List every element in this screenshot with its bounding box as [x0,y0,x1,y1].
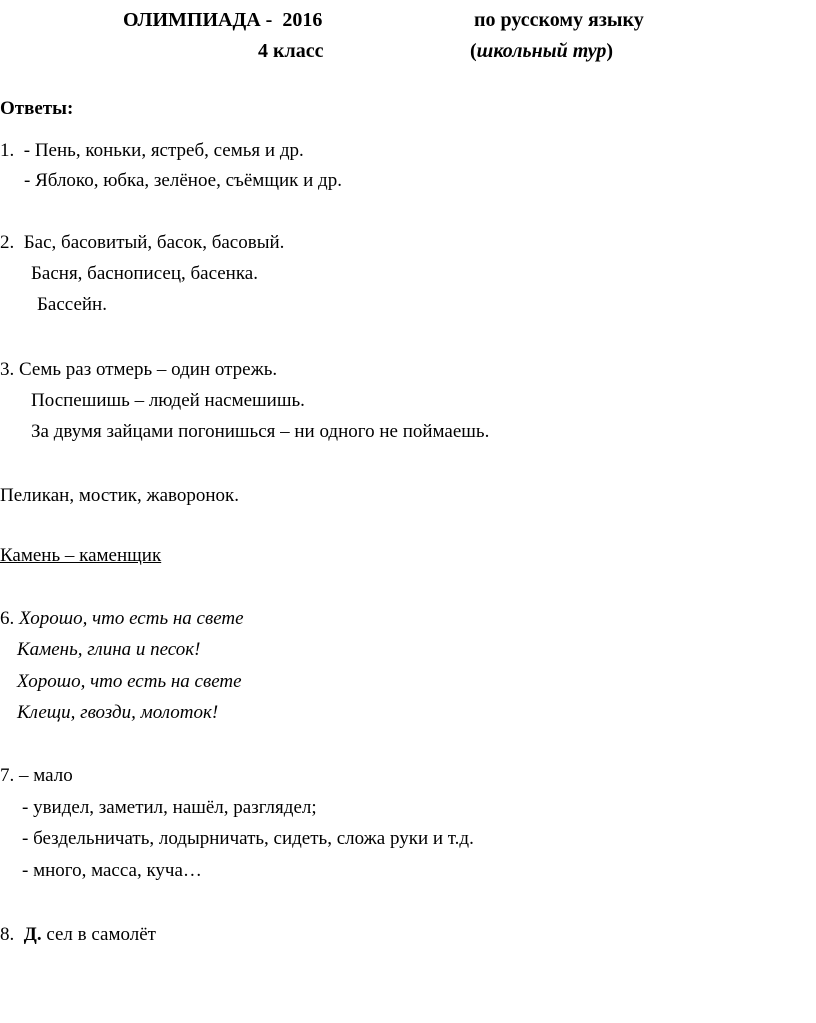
answer2-line1: 2. Бас, басовитый, басок, басовый. [0,232,285,253]
tour-open-paren: ( [470,40,477,62]
answer3-line2: Поспешишь – людей насмешишь. [31,390,305,411]
answer6-poem-line1: Хорошо, что есть на свете [19,608,244,629]
grade-label: 4 класс [258,40,324,62]
answer6-line1 [0,607,244,631]
answer7-line4: - много, масса, куча… [22,860,202,881]
answer8-line [0,923,156,947]
answer6-line3: Хорошо, что есть на свете [17,671,242,692]
answer3-line1: 3. Семь раз отмерь – один отрежь. [0,359,278,380]
tour-label [470,39,613,63]
answer2-line2: Басня, баснописец, басенка. [31,263,258,284]
answer2-line3: Бассейн. [37,294,107,315]
answer4-text: Пеликан, мостик, жаворонок. [0,485,240,506]
answer6-number: 6. [0,608,19,629]
answer8-number: 8. [0,924,24,945]
tour-close-paren: ) [606,40,614,62]
answer8-text: сел в самолёт [41,924,156,945]
answer3-line3: За двумя зайцами погонишься – ни одного не поймаешь. [31,421,490,442]
subject-title: по русскому языку [474,9,644,31]
answer7-line2: - увидел, заметил, нашёл, разглядел; [22,797,317,818]
answer6-line2: Камень, глина и песок! [17,639,201,660]
answer7-line1: 7. – мало [0,765,73,786]
answer6-line4: Клещи, гвозди, молоток! [17,702,219,723]
answer8-letter: Д. [23,924,42,945]
answer1-line1: 1. - Пень, коньки, ястреб, семья и др. [0,140,304,161]
tour-name: школьный тур [476,40,607,62]
answers-heading: Ответы: [0,98,74,119]
answer5-text: Камень – каменщик [0,545,162,566]
olympiad-title: ОЛИМПИАДА - 2016 [123,9,323,31]
answer7-line3: - бездельничать, лодырничать, сидеть, сложа руки и т.д. [22,828,474,849]
answer1-line2: - Яблоко, юбка, зелёное, съёмщик и др. [24,170,342,191]
